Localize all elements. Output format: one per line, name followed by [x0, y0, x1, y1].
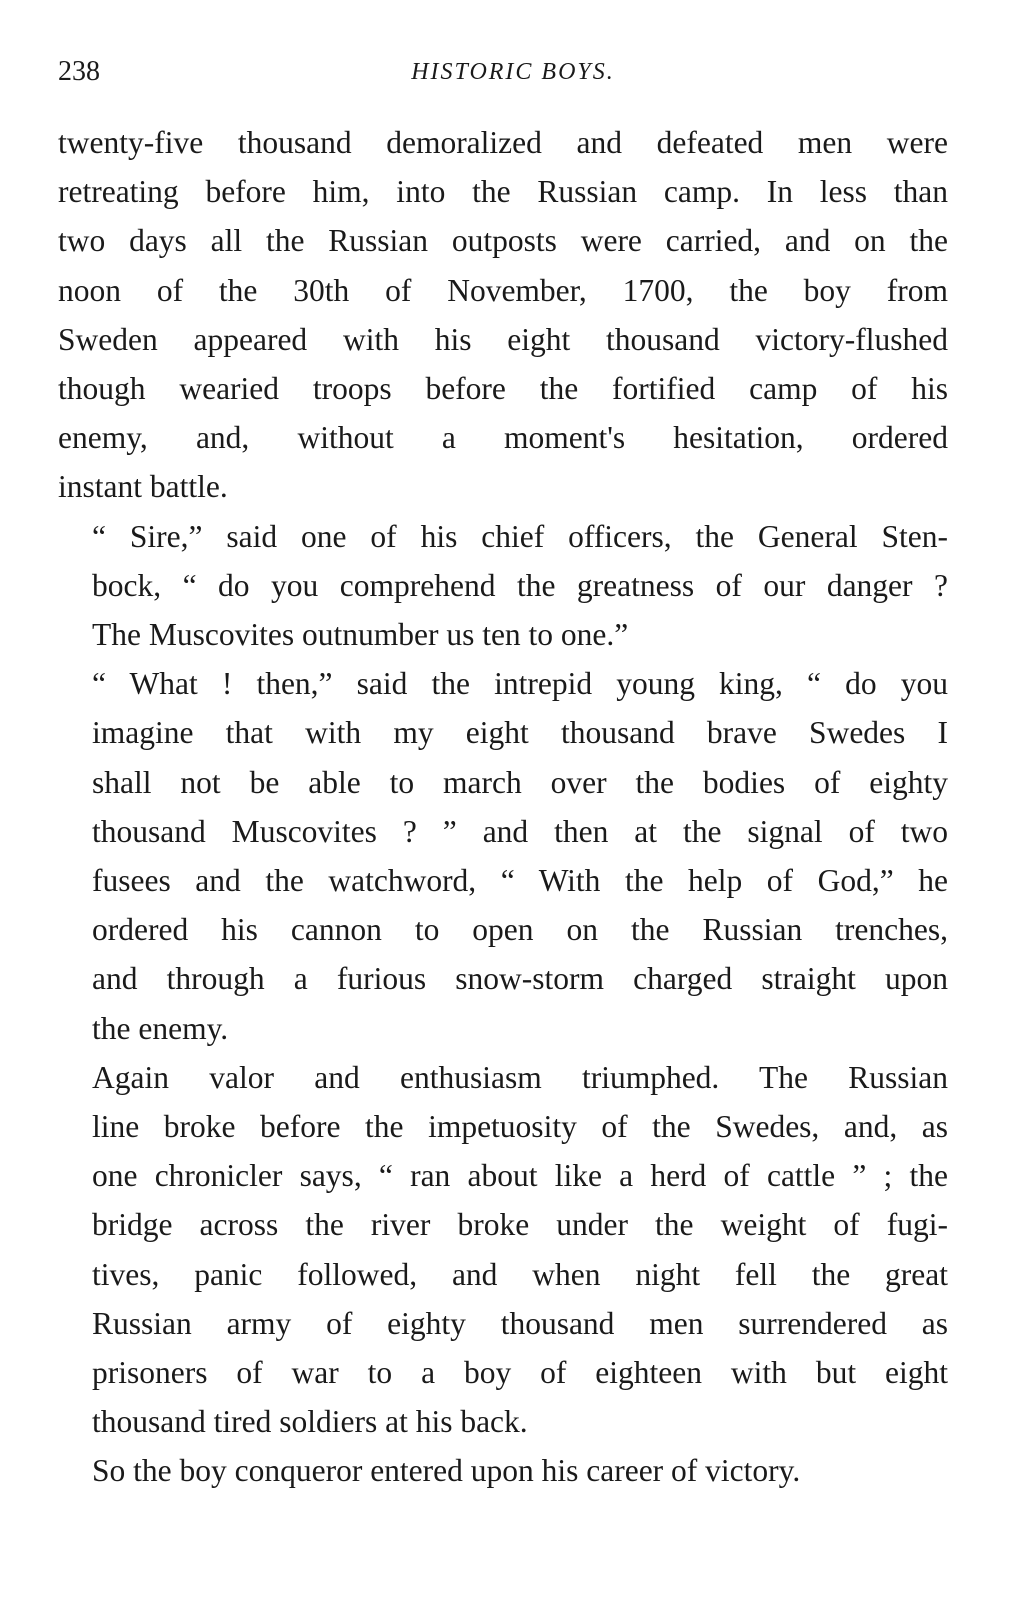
text-line: thousand Muscovites ? ” and then at the signal of two	[92, 813, 948, 849]
text-line: instant battle.	[58, 469, 228, 505]
body-text	[58, 118, 948, 1496]
text-line: fusees and the watchword, “ With the help of God,” he	[92, 863, 948, 899]
text-line: retreating before him, into the Russian camp. In less than	[58, 174, 948, 210]
text-line: bridge across the river broke under the weight of fugi-	[92, 1207, 948, 1243]
text-line: ordered his cannon to open on the Russian trenches,	[92, 912, 948, 948]
text-line: bock, “ do you comprehend the greatness of our danger ?	[92, 567, 948, 603]
text-line: though wearied troops before the fortified camp of his	[58, 371, 948, 407]
paragraph	[58, 118, 948, 512]
paragraph	[58, 1053, 948, 1447]
running-title: HISTORIC BOYS.	[411, 59, 615, 85]
text-line: enemy, and, without a moment's hesitation, ordered	[58, 420, 948, 456]
text-line: the enemy.	[92, 1010, 229, 1046]
text-line: and through a furious snow-storm charged straight upon	[92, 961, 948, 997]
paragraph	[58, 512, 948, 660]
text-line: tives, panic followed, and when night fell the great	[92, 1256, 948, 1292]
text-line: line broke before the impetuosity of the Swedes, and, as	[92, 1109, 948, 1145]
text-line: prisoners of war to a boy of eighteen with but eight	[92, 1355, 948, 1391]
text-line: Sweden appeared with his eight thousand victory-flushed	[58, 321, 948, 357]
text-line: The Muscovites outnumber us ten to one.”	[92, 617, 629, 653]
text-line: imagine that with my eight thousand brave Swedes I	[92, 715, 948, 751]
text-line: two days all the Russian outposts were carried, and on the	[58, 223, 948, 259]
text-line: twenty-five thousand demoralized and defeated men were	[58, 125, 948, 160]
text-line: “ Sire,” said one of his chief officers, the General Sten-	[92, 518, 948, 554]
text-line: “ What ! then,” said the intrepid young king, “ do you	[92, 666, 948, 702]
page-number: 238	[58, 56, 100, 87]
page-header	[58, 52, 948, 92]
paragraph	[58, 659, 948, 1053]
text-line: thousand tired soldiers at his back.	[92, 1404, 528, 1440]
text-line: noon of the 30th of November, 1700, the boy from	[58, 272, 948, 308]
text-line: So the boy conqueror entered upon his career of victory.	[92, 1453, 801, 1489]
paragraph	[58, 1446, 948, 1495]
text-line: Again valor and enthusiasm triumphed. The Russian	[92, 1059, 948, 1095]
text-line: one chronicler says, “ ran about like a herd of cattle ” ; the	[92, 1158, 948, 1194]
text-line: shall not be able to march over the bodies of eighty	[92, 764, 948, 800]
text-line: Russian army of eighty thousand men surrendered as	[92, 1305, 948, 1341]
book-page	[58, 52, 948, 1496]
